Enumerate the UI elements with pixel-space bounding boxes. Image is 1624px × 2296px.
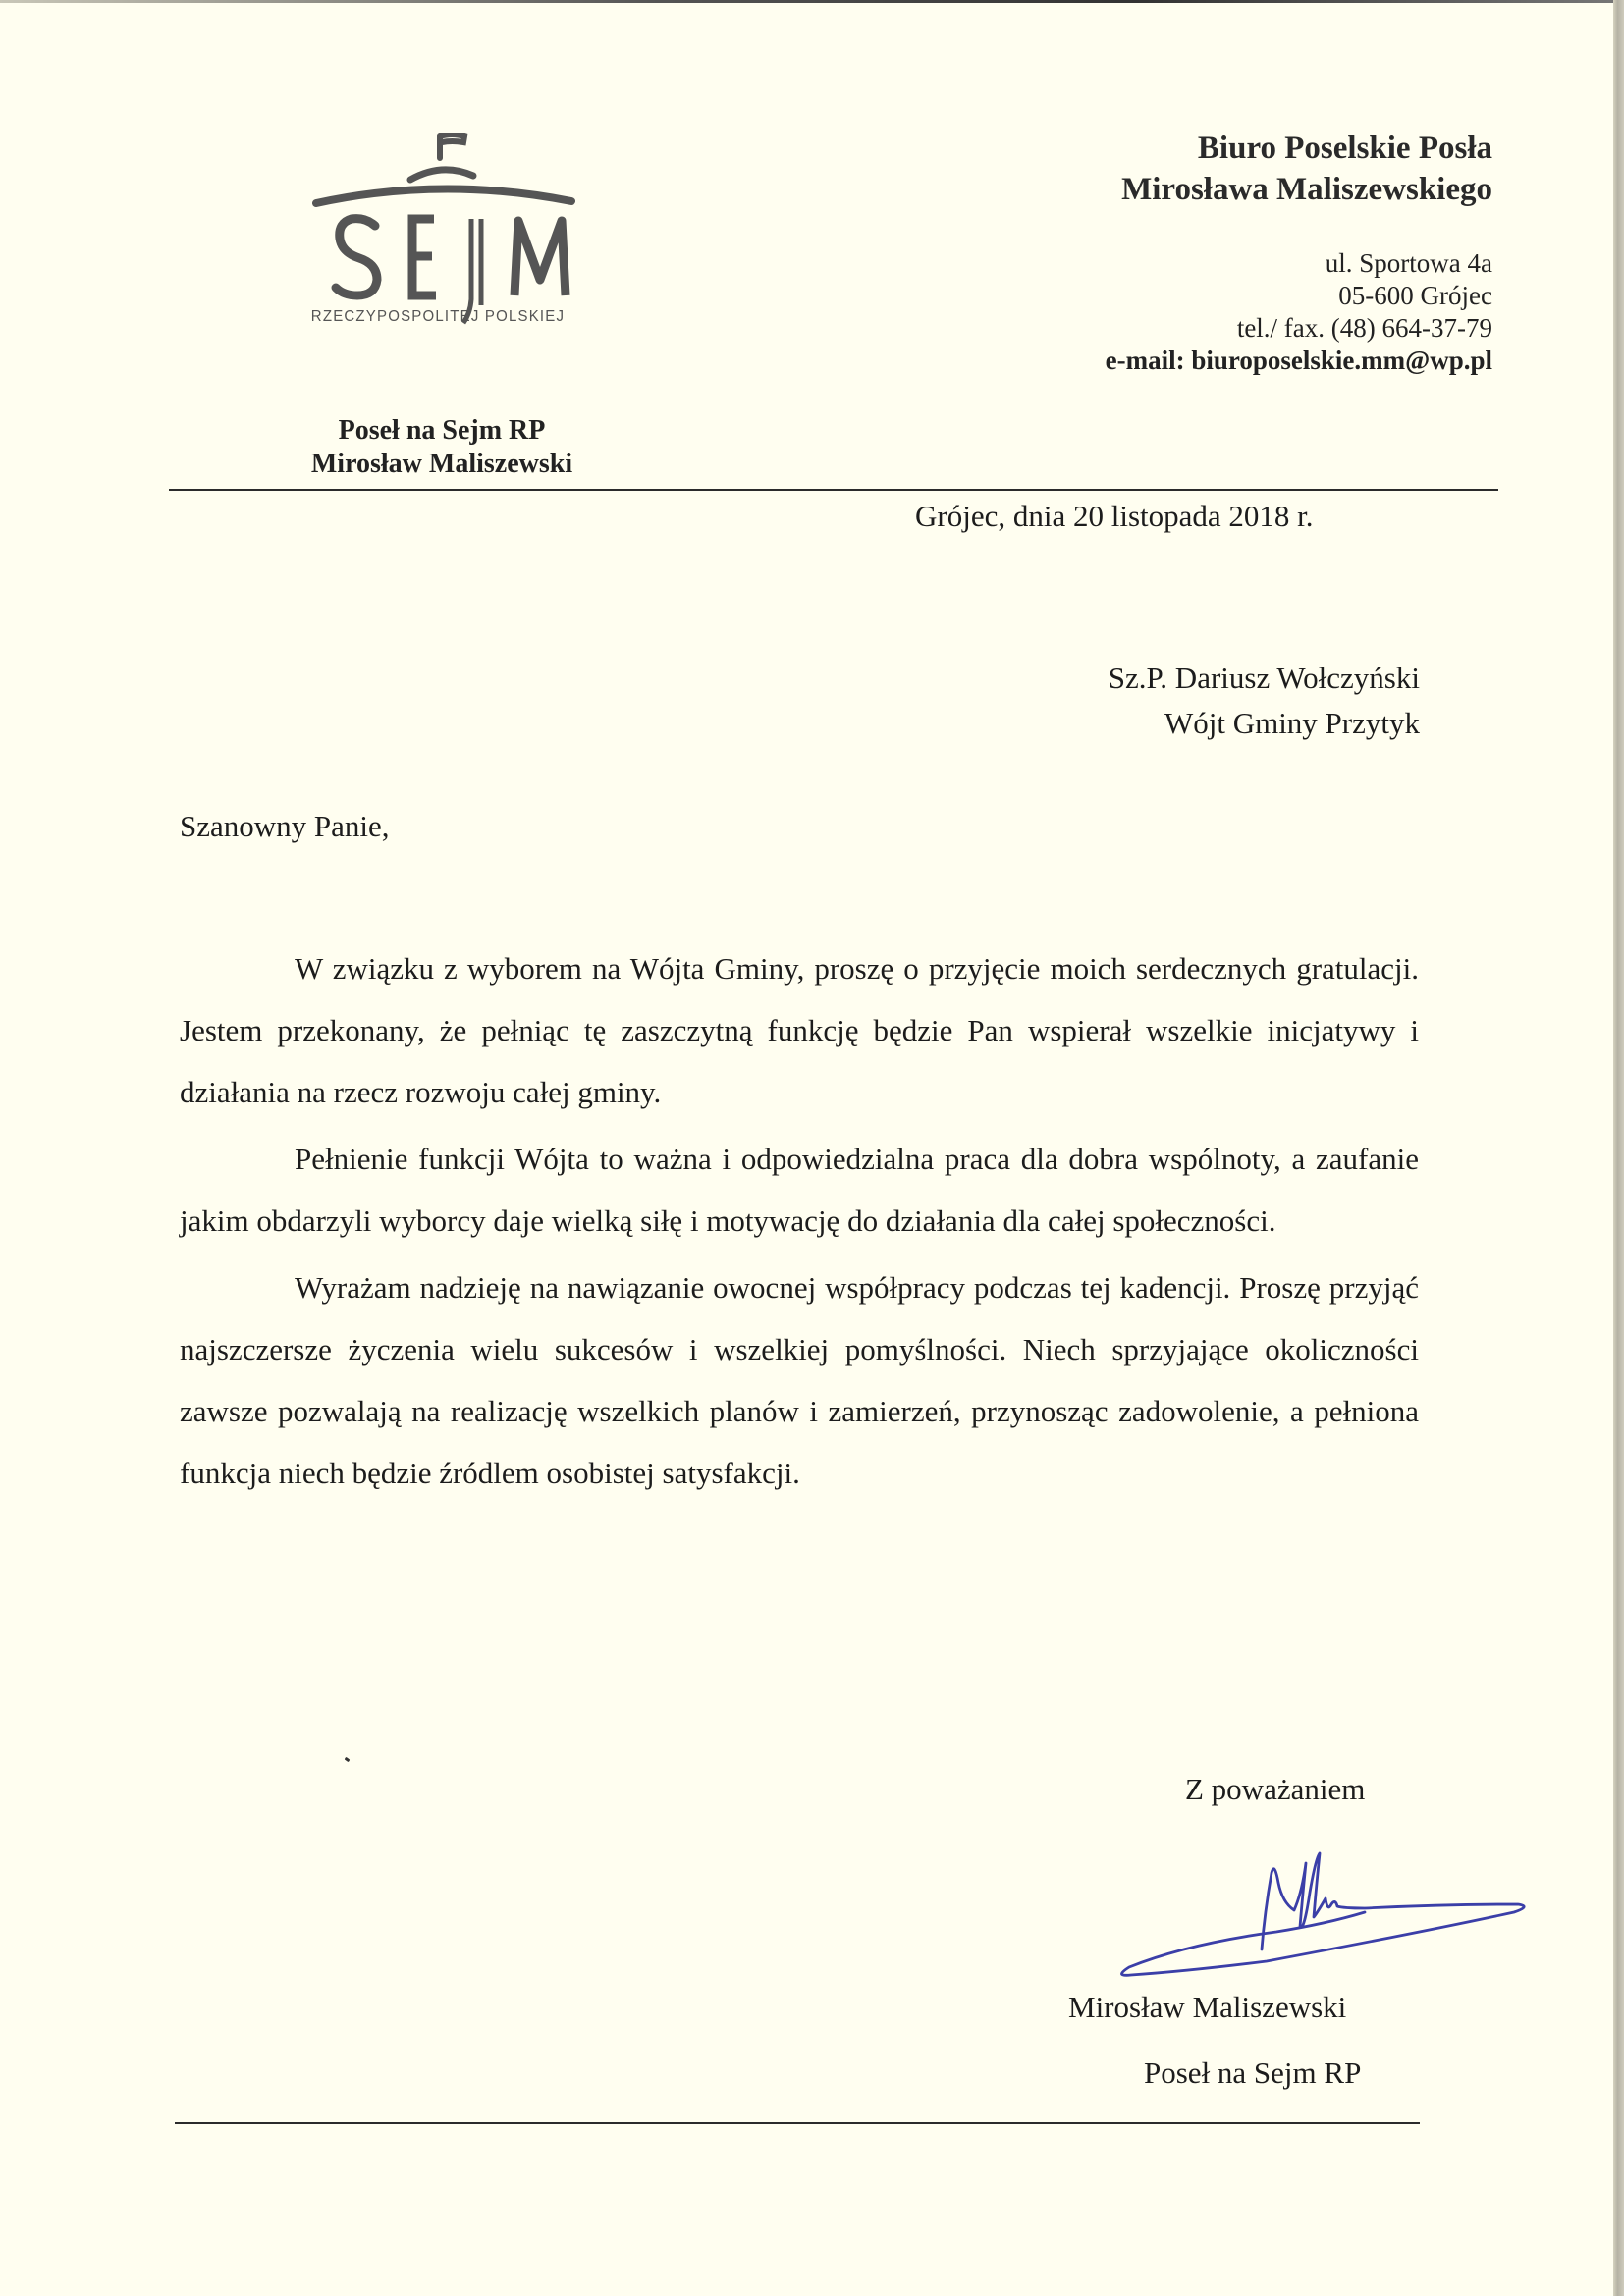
scan-speck <box>345 1757 351 1762</box>
letter-body <box>180 937 1419 1509</box>
recipient-block <box>831 656 1420 746</box>
sender-title: Poseł na Sejm RP <box>338 415 546 446</box>
closing-phrase: Z poważaniem <box>1185 1772 1366 1806</box>
scan-edge-top <box>0 0 1624 3</box>
date-line: Grójec, dnia 20 listopada 2018 r. <box>915 499 1314 533</box>
signer-role: Poseł na Sejm RP <box>1144 2056 1362 2090</box>
handwritten-signature <box>1070 1834 1532 1981</box>
logo-dome-icon <box>410 170 473 180</box>
phone-fax: tel./ fax. (48) 664-37-79 <box>1236 313 1492 343</box>
logo-letter-s <box>336 219 377 295</box>
sender-block <box>245 414 638 481</box>
logo-letter-m <box>514 221 566 295</box>
logo-roof-arc-icon <box>316 188 571 203</box>
salutation: Szanowny Panie, <box>180 809 390 843</box>
recipient-title: Wójt Gminy Przytyk <box>1164 706 1420 740</box>
address-street: ul. Sportowa 4a <box>1325 248 1492 278</box>
body-paragraph: W związku z wyborem na Wójta Gminy, proszę o przyjęcie moich serdecznych gratulacji. Jestem przekonany, że pełniąc tę zaszczytną funkcję będzie Pan wspierał wszelkie inicjatywy i działania na rzecz rozwoju całej gminy. <box>180 951 1419 1109</box>
scan-edge-right <box>1613 0 1624 2296</box>
email-address: e-mail: biuroposelskie.mm@wp.pl <box>1105 346 1492 375</box>
logo-subtitle: RZECZYPOSPOLITEJ POLSKIEJ <box>310 307 566 326</box>
office-line-2: Mirosława Maliszewskiego <box>1121 172 1492 207</box>
footer-divider <box>175 2122 1420 2124</box>
signer-name: Mirosław Maliszewski <box>1068 1990 1347 2024</box>
office-heading <box>903 128 1492 210</box>
logo-flag-icon <box>440 134 464 158</box>
contact-block <box>903 247 1492 377</box>
body-paragraph: Wyrażam nadzieję na nawiązanie owocnej współpracy podczas tej kadencji. Proszę przyjąć najszczersze życzenia wielu sukcesów i wszelkiej pomyślności. Niech sprzyjające okoliczności zawsze pozwalają na realizację wszelkich planów i zamierzeń, przynosząc zadowolenie, a pełniona funkcja niech będzie źródlem osobistej satysfakcji. <box>180 1270 1419 1490</box>
recipient-name: Sz.P. Dariusz Wołczyński <box>1108 661 1420 695</box>
header-divider <box>169 489 1498 491</box>
address-city: 05-600 Grójec <box>1338 281 1492 310</box>
body-paragraph: Pełnienie funkcji Wójta to ważna i odpowiedzialna praca dla dobra wspólnoty, a zaufanie jakim obdarzyli wyborcy daje wielką siłę i motywację do działania dla całej społeczności. <box>180 1142 1419 1238</box>
sender-name: Mirosław Maliszewski <box>310 449 573 479</box>
logo-letter-e <box>412 219 436 295</box>
office-line-1: Biuro Poselskie Posła <box>1197 131 1492 166</box>
